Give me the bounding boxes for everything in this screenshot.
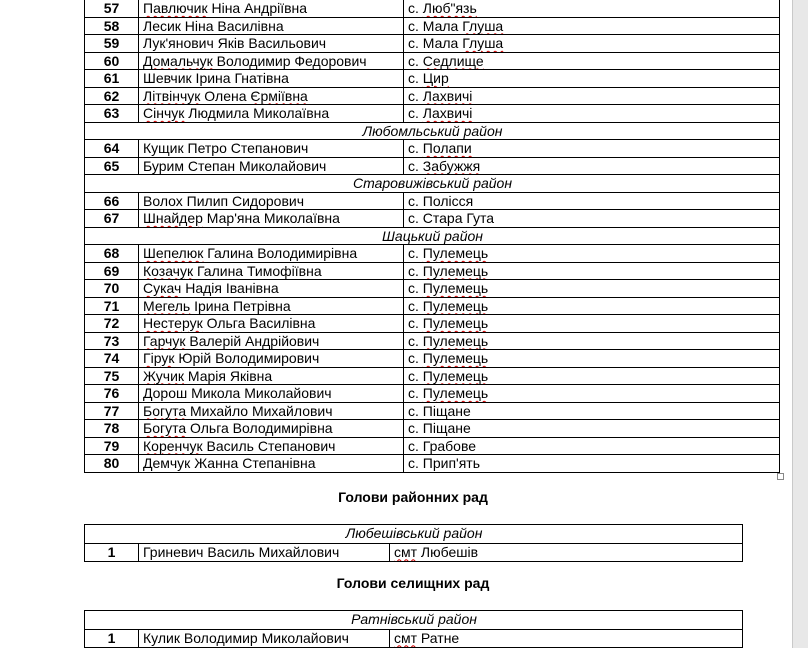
text-run: Кущик Петро Степанович (143, 140, 309, 156)
text-run: Ольга Василівна (202, 315, 316, 331)
row-number: 61 (85, 70, 139, 88)
district-councils-table (84, 524, 743, 562)
person-name (139, 420, 404, 438)
person-name (139, 70, 404, 88)
person-name (139, 455, 404, 473)
spellcheck-word: Пулемець (422, 332, 489, 349)
settlement-councils-heading: Голови селищних рад (336, 575, 490, 591)
text-run: с. Мала (408, 35, 463, 51)
text-run: с. (408, 297, 423, 314)
table-row (85, 367, 780, 385)
vertical-scrollbar[interactable] (792, 0, 808, 648)
row-number: 64 (85, 140, 139, 158)
spellcheck-word: Домальчук (143, 52, 213, 69)
row-number: 69 (85, 262, 139, 280)
table-row (85, 70, 780, 88)
table-row (85, 543, 743, 562)
text-run: с. Полісся (408, 192, 474, 209)
row-number: 66 (85, 192, 139, 210)
table-row (85, 87, 780, 105)
spellcheck-word: Мегель (143, 297, 191, 314)
district-row (85, 122, 780, 140)
settlement (404, 315, 780, 333)
text-run: с. (408, 105, 423, 121)
spellcheck-word: Пулемець (422, 262, 489, 279)
settlement (404, 420, 780, 438)
row-number: 72 (85, 315, 139, 333)
table-row (85, 140, 780, 158)
person-name (139, 315, 404, 333)
spellcheck-word: Шепелюк (143, 245, 204, 261)
person-name (139, 385, 404, 403)
settlement (404, 105, 780, 123)
row-number: 60 (85, 52, 139, 70)
spellcheck-word: Літвінчук (143, 87, 201, 104)
text-run: Ратне (417, 629, 460, 646)
person-name (139, 350, 404, 368)
spellcheck-word: Сукач (143, 280, 182, 296)
text-run: Дорош Микола Миколайович (143, 385, 332, 401)
text-run: с. (408, 315, 423, 331)
spellcheck-word: Богута (143, 402, 187, 419)
settlement (404, 210, 780, 228)
table-row (85, 350, 780, 368)
table-row (85, 262, 780, 280)
person-name (139, 35, 404, 53)
table-row (85, 245, 780, 263)
spellcheck-word: смт (394, 543, 418, 560)
person-name (139, 0, 404, 17)
settlement (404, 52, 780, 70)
text-run: Михайло Михайлович (186, 402, 333, 419)
person-name (139, 367, 404, 385)
spellcheck-word: Нестерук (143, 315, 203, 331)
row-number: 1 (85, 543, 139, 562)
settlement-councils-table (84, 610, 743, 648)
spellcheck-word: Богута (143, 420, 187, 436)
spellcheck-word: Гарчук (143, 332, 186, 349)
text-run: с. (408, 385, 423, 401)
row-number: 63 (85, 105, 139, 123)
person-name (139, 192, 404, 210)
spellcheck-word: смт (394, 629, 418, 646)
text-run: Ольга Володимирівна (186, 420, 333, 436)
text-run: с. (408, 87, 423, 104)
settlement (390, 629, 743, 648)
text-run: Шевчик Ірина Гнатівна (143, 70, 289, 86)
person-name (139, 262, 404, 280)
text-run: Демчук Жанна Степанівна (143, 455, 316, 471)
settlement (404, 35, 780, 53)
spellcheck-word: Лахвичі (422, 87, 473, 104)
settlement (404, 332, 780, 350)
spellcheck-word: Седлище (422, 52, 484, 69)
person-name (139, 332, 404, 350)
settlement (404, 367, 780, 385)
person-name (139, 245, 404, 263)
text-run: с. Мала (408, 17, 463, 34)
table-row (85, 629, 743, 648)
row-number: 62 (85, 87, 139, 105)
text-run: с. Прип'ять (408, 455, 480, 471)
text-run: Надія Іванівна (181, 280, 279, 296)
district-row (85, 175, 780, 193)
settlement (404, 17, 780, 35)
text-run: Волох Пилип Сидорович (143, 192, 305, 209)
settlement (404, 87, 780, 105)
table-row (85, 0, 780, 17)
settlement (404, 0, 780, 17)
text-run: Бурим Степан Миколайович (143, 157, 327, 174)
district-name: Старовижівський район (85, 175, 780, 193)
spellcheck-word: Сінчук (143, 105, 185, 121)
person-name (139, 87, 404, 105)
row-number: 65 (85, 157, 139, 175)
text-run: Гриневич Василь Михайлович (143, 543, 340, 560)
table-row (85, 35, 780, 53)
row-number: 75 (85, 367, 139, 385)
settlement (404, 455, 780, 473)
row-number: 67 (85, 210, 139, 228)
table-row (85, 280, 780, 298)
settlement (404, 437, 780, 455)
text-run: Валерій Андрійович (185, 332, 320, 349)
district-councils-heading: Голови районних рад (338, 489, 488, 505)
row-number: 78 (85, 420, 139, 438)
spellcheck-word: Пулемець (422, 315, 489, 331)
settlement (404, 297, 780, 315)
settlement (404, 245, 780, 263)
person-name (139, 140, 404, 158)
table-row (85, 437, 780, 455)
table-row (85, 385, 780, 403)
spellcheck-word: Пулемець (422, 385, 489, 401)
text-run: с. (408, 157, 423, 174)
text-run: с. (408, 140, 423, 156)
text-run: с. (408, 52, 423, 69)
district-row (85, 611, 743, 630)
row-number: 80 (85, 455, 139, 473)
spellcheck-word: Пулемець (422, 350, 489, 366)
settlement (404, 402, 780, 420)
settlement (404, 350, 780, 368)
text-run: Василь Степанович (202, 437, 336, 454)
spellcheck-word: Шнайдер (143, 210, 203, 226)
row-number: 57 (85, 0, 139, 17)
district-name: Ратнівський район (85, 611, 743, 630)
spellcheck-word: Пулемець (422, 297, 489, 314)
settlement (404, 385, 780, 403)
spellcheck-word: Люб"язь (422, 0, 477, 16)
row-number: 76 (85, 385, 139, 403)
text-run: Галина Тимофіївна (193, 262, 322, 279)
district-name: Любешівський район (85, 525, 743, 544)
table-row (85, 157, 780, 175)
text-run: Любешів (417, 543, 479, 560)
spellcheck-word: Гірук (143, 350, 175, 366)
settlement (404, 192, 780, 210)
table-row (85, 210, 780, 228)
settlement (390, 543, 743, 562)
text-run: с. (408, 367, 423, 384)
spellcheck-word: Пулемець (422, 367, 489, 384)
person-name (139, 210, 404, 228)
spellcheck-word: Єрміївна (250, 87, 308, 104)
table-row (85, 105, 780, 123)
person-name (139, 52, 404, 70)
text-run: с. Грабове (408, 437, 477, 454)
person-name (139, 105, 404, 123)
settlement (404, 140, 780, 158)
spellcheck-word: Пулемець (422, 280, 489, 296)
row-number: 59 (85, 35, 139, 53)
table-row (85, 455, 780, 473)
district-name: Любомльський район (85, 122, 780, 140)
text-run: с. (408, 262, 423, 279)
table-row (85, 420, 780, 438)
person-name (139, 543, 390, 562)
person-name (139, 629, 390, 648)
spellcheck-word: Цир (422, 70, 449, 86)
text-run: с. (408, 245, 423, 261)
row-number: 79 (85, 437, 139, 455)
spellcheck-word: Козачук (143, 262, 194, 279)
spellcheck-word: Лахвичі (422, 105, 473, 121)
text-run: Мар'яна Миколаївна (202, 210, 340, 226)
village-heads-table (84, 0, 780, 473)
settlement (404, 157, 780, 175)
text-run: с. (408, 70, 423, 86)
text-run: Ніна Андріївна (207, 0, 308, 16)
table-row (85, 297, 780, 315)
row-number: 58 (85, 17, 139, 35)
person-name (139, 280, 404, 298)
row-number: 77 (85, 402, 139, 420)
text-run: с. Піщане (408, 420, 471, 436)
text-run: с. Піщане (408, 402, 471, 419)
row-number: 71 (85, 297, 139, 315)
text-run: Лук'янович Яків Васильович (143, 35, 327, 51)
person-name (139, 157, 404, 175)
text-run: Лесик Ніна Василівна (143, 17, 284, 34)
spellcheck-word: Полапи (422, 140, 472, 156)
text-run: Юрій Володимирович (174, 350, 320, 366)
spellcheck-word: Жучик (143, 367, 185, 384)
table-row (85, 315, 780, 333)
table-row (85, 17, 780, 35)
district-row (85, 525, 743, 544)
person-name (139, 297, 404, 315)
district-row (85, 227, 780, 245)
text-run: с. (408, 332, 423, 349)
table-resize-handle[interactable] (777, 473, 784, 480)
text-run: с. (408, 350, 423, 366)
row-number: 68 (85, 245, 139, 263)
text-run: Галина Володимирівна (203, 245, 358, 261)
table-row (85, 332, 780, 350)
settlement (404, 262, 780, 280)
person-name (139, 17, 404, 35)
table-row (85, 52, 780, 70)
row-number: 1 (85, 629, 139, 648)
spellcheck-word: Павлючик (143, 0, 208, 16)
text-run: Людмила Миколаївна (184, 105, 330, 121)
text-run: Олена (200, 87, 251, 104)
settlement (404, 280, 780, 298)
text-run: Ірина Петрівна (190, 297, 291, 314)
settlement (404, 70, 780, 88)
spellcheck-word: Пулемець (422, 245, 489, 261)
text-run: с. (408, 0, 423, 16)
person-name (139, 402, 404, 420)
table-row (85, 192, 780, 210)
spellcheck-word: Глуша (462, 17, 504, 34)
text-run: Володимир Федорович (212, 52, 367, 69)
text-run: Кулик Володимир Миколайович (143, 629, 349, 646)
person-name (139, 437, 404, 455)
district-name: Шацький район (85, 227, 780, 245)
text-run: с. Стара Гута (408, 210, 495, 226)
text-run: Марія Яківна (184, 367, 273, 384)
row-number: 74 (85, 350, 139, 368)
row-number: 70 (85, 280, 139, 298)
table-row (85, 402, 780, 420)
spellcheck-word: Забужжя (422, 157, 481, 174)
row-number: 73 (85, 332, 139, 350)
spellcheck-word: Коренчук (143, 437, 203, 454)
spellcheck-word: Глуша (462, 35, 504, 51)
text-run: с. (408, 280, 423, 296)
